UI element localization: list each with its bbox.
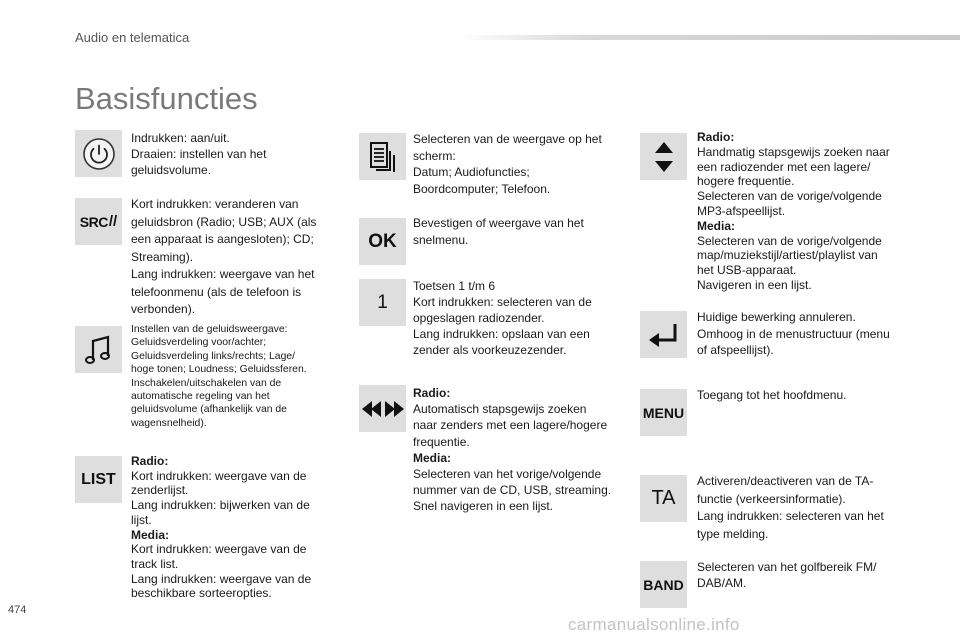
text-heading: Media: xyxy=(131,527,170,542)
ta-description xyxy=(697,473,907,543)
text-line: of afspeellijst). xyxy=(697,343,774,357)
preset-1-label: 1 xyxy=(377,291,388,313)
ta-label: TA xyxy=(651,487,676,509)
text-line: nummer van de CD, USB, streaming. xyxy=(413,483,612,498)
text-line: een apparaat is aangesloten); CD; xyxy=(131,232,314,246)
text-line: snelmenu. xyxy=(413,233,469,247)
text-line: hogere frequentie. xyxy=(697,174,795,189)
text-line: verbonden). xyxy=(131,302,196,316)
text-heading: Media: xyxy=(697,218,736,233)
text-line: een radiozender met een lagere/ xyxy=(697,159,871,174)
text-line: MP3-afspeellijst. xyxy=(697,203,786,218)
display-select-icon xyxy=(368,141,398,173)
seek-button xyxy=(359,385,406,432)
ok-button xyxy=(359,218,406,265)
text-line: naar zenders met een lagere/hogere xyxy=(413,418,608,433)
band-label: BAND xyxy=(643,576,684,593)
display-button xyxy=(359,133,406,180)
text-line: Instellen van de geluidsweergave: xyxy=(131,324,288,335)
text-line: Indrukken: aan/uit. xyxy=(131,131,230,145)
text-line: Lang indrukken: selecteren van het xyxy=(697,509,884,523)
text-line: Activeren/deactiveren van de TA- xyxy=(697,474,874,488)
text-line: beschikbare sorteeropties. xyxy=(131,586,272,601)
text-line: Kort indrukken: weergave van de xyxy=(131,542,307,557)
preset-description xyxy=(413,278,623,358)
text-line: Automatisch stapsgewijs zoeken xyxy=(413,402,587,417)
text-line: Inschakelen/uitschakelen van de xyxy=(131,377,282,389)
ta-button xyxy=(640,475,687,522)
text-line: scherm: xyxy=(413,148,456,163)
menu-label: MENU xyxy=(642,404,685,421)
back-arrow-icon xyxy=(647,322,681,348)
text-line: hoge tonen; Loudness; Geluidssferen. xyxy=(131,364,307,376)
text-line: functie (verkeersinformatie). xyxy=(697,491,846,506)
text-line: geluidsvolume. xyxy=(131,163,212,177)
text-line: Snel navigeren in een lijst. xyxy=(413,499,554,514)
text-line: wagensnelheid). xyxy=(131,417,207,429)
text-line: het USB-apparaat. xyxy=(697,263,797,278)
page-number: 474 xyxy=(8,604,27,616)
text-line: DAB/AM. xyxy=(697,576,747,590)
text-line: Boordcomputer; Telefoon. xyxy=(413,181,551,196)
section-title: Audio en telematica xyxy=(75,30,190,45)
text-line: map/muziekstijl/artiest/playlist van xyxy=(697,248,878,263)
text-line: Geluidsverdeling links/rechts; Lage/ xyxy=(131,350,296,362)
text-line: Selecteren van de vorige/volgende xyxy=(697,233,882,248)
text-line: Streaming). xyxy=(131,249,194,264)
menu-description xyxy=(697,387,907,403)
text-line: Datum; Audiofuncties; xyxy=(413,165,530,179)
text-line: track list. xyxy=(131,556,179,571)
music-note-icon xyxy=(84,333,114,367)
seek-arrows-icon xyxy=(362,399,404,419)
text-line: Lang indrukken: bijwerken van de xyxy=(131,498,310,513)
power-description xyxy=(131,130,301,178)
text-line: type melding. xyxy=(697,526,769,541)
text-line: Kort indrukken: selecteren van de xyxy=(413,295,592,309)
up-down-description xyxy=(697,130,907,293)
text-heading: Radio: xyxy=(697,130,735,144)
list-button xyxy=(75,456,122,503)
src-description xyxy=(131,196,331,319)
text-line: Kort indrukken: weergave van de xyxy=(131,468,307,483)
text-line: zender als voorkeuzezender. xyxy=(413,343,567,357)
power-icon xyxy=(82,137,116,171)
text-line: Navigeren in een lijst. xyxy=(697,277,812,292)
text-line: Toegang tot het hoofdmenu. xyxy=(697,388,847,402)
page-title: Basisfuncties xyxy=(75,80,258,116)
text-line: Lang indrukken: opslaan van een xyxy=(413,327,590,341)
src-button xyxy=(75,198,122,245)
power-button xyxy=(75,130,122,177)
text-line: Toetsen 1 t/m 6 xyxy=(413,279,496,293)
text-heading: Radio: xyxy=(413,386,451,400)
text-line: Draaien: instellen van het xyxy=(131,147,267,161)
text-line: lijst. xyxy=(131,512,152,527)
text-line: geluidsvolume (afhankelijk van de xyxy=(131,404,287,416)
slash-icon: // xyxy=(108,213,118,230)
seek-description xyxy=(413,385,628,515)
up-down-arrows-icon xyxy=(653,139,675,175)
text-heading: Media: xyxy=(413,450,452,465)
sound-button xyxy=(75,326,122,373)
header-bar xyxy=(460,35,960,40)
menu-button xyxy=(640,389,687,436)
watermark: carmanualsonline.info xyxy=(568,615,740,634)
text-line: Huidige bewerking annuleren. xyxy=(697,310,856,324)
text-line: Selecteren van de vorige/volgende xyxy=(697,189,882,204)
text-line: Omhoog in de menustructuur (menu xyxy=(697,326,890,341)
sound-description xyxy=(131,323,331,430)
back-description xyxy=(697,309,912,359)
ok-label: OK xyxy=(368,230,397,252)
text-line: telefoonmenu (als de telefoon is xyxy=(131,284,302,299)
back-button xyxy=(640,311,687,358)
band-description xyxy=(697,559,907,591)
text-heading: Radio: xyxy=(131,454,169,468)
text-line: frequentie. xyxy=(413,434,470,449)
text-line: Handmatig stapsgewijs zoeken naar xyxy=(697,144,890,159)
text-line: Kort indrukken: veranderen van xyxy=(131,197,299,211)
text-line: Bevestigen of weergave van het xyxy=(413,216,584,230)
text-line: Selecteren van de weergave op het xyxy=(413,132,602,146)
display-description xyxy=(413,131,623,197)
src-label: SRC xyxy=(79,213,108,230)
text-line: automatische regeling van het xyxy=(131,391,270,403)
up-down-button xyxy=(640,133,687,180)
text-line: Selecteren van het golfbereik FM/ xyxy=(697,560,877,574)
list-description xyxy=(131,454,331,601)
ok-description xyxy=(413,215,623,249)
text-line: Lang indrukken: weergave van het xyxy=(131,267,315,281)
text-line: zenderlijst. xyxy=(131,483,189,498)
preset-1-button xyxy=(359,279,406,326)
text-line: opgeslagen radiozender. xyxy=(413,311,545,325)
text-line: Geluidsverdeling voor/achter; xyxy=(131,337,267,349)
text-line: Lang indrukken: weergave van de xyxy=(131,571,312,586)
band-button xyxy=(640,561,687,608)
text-line: Selecteren van het vorige/volgende xyxy=(413,467,602,482)
text-line: geluidsbron (Radio; USB; AUX (als xyxy=(131,214,317,229)
list-label: LIST xyxy=(81,470,116,488)
